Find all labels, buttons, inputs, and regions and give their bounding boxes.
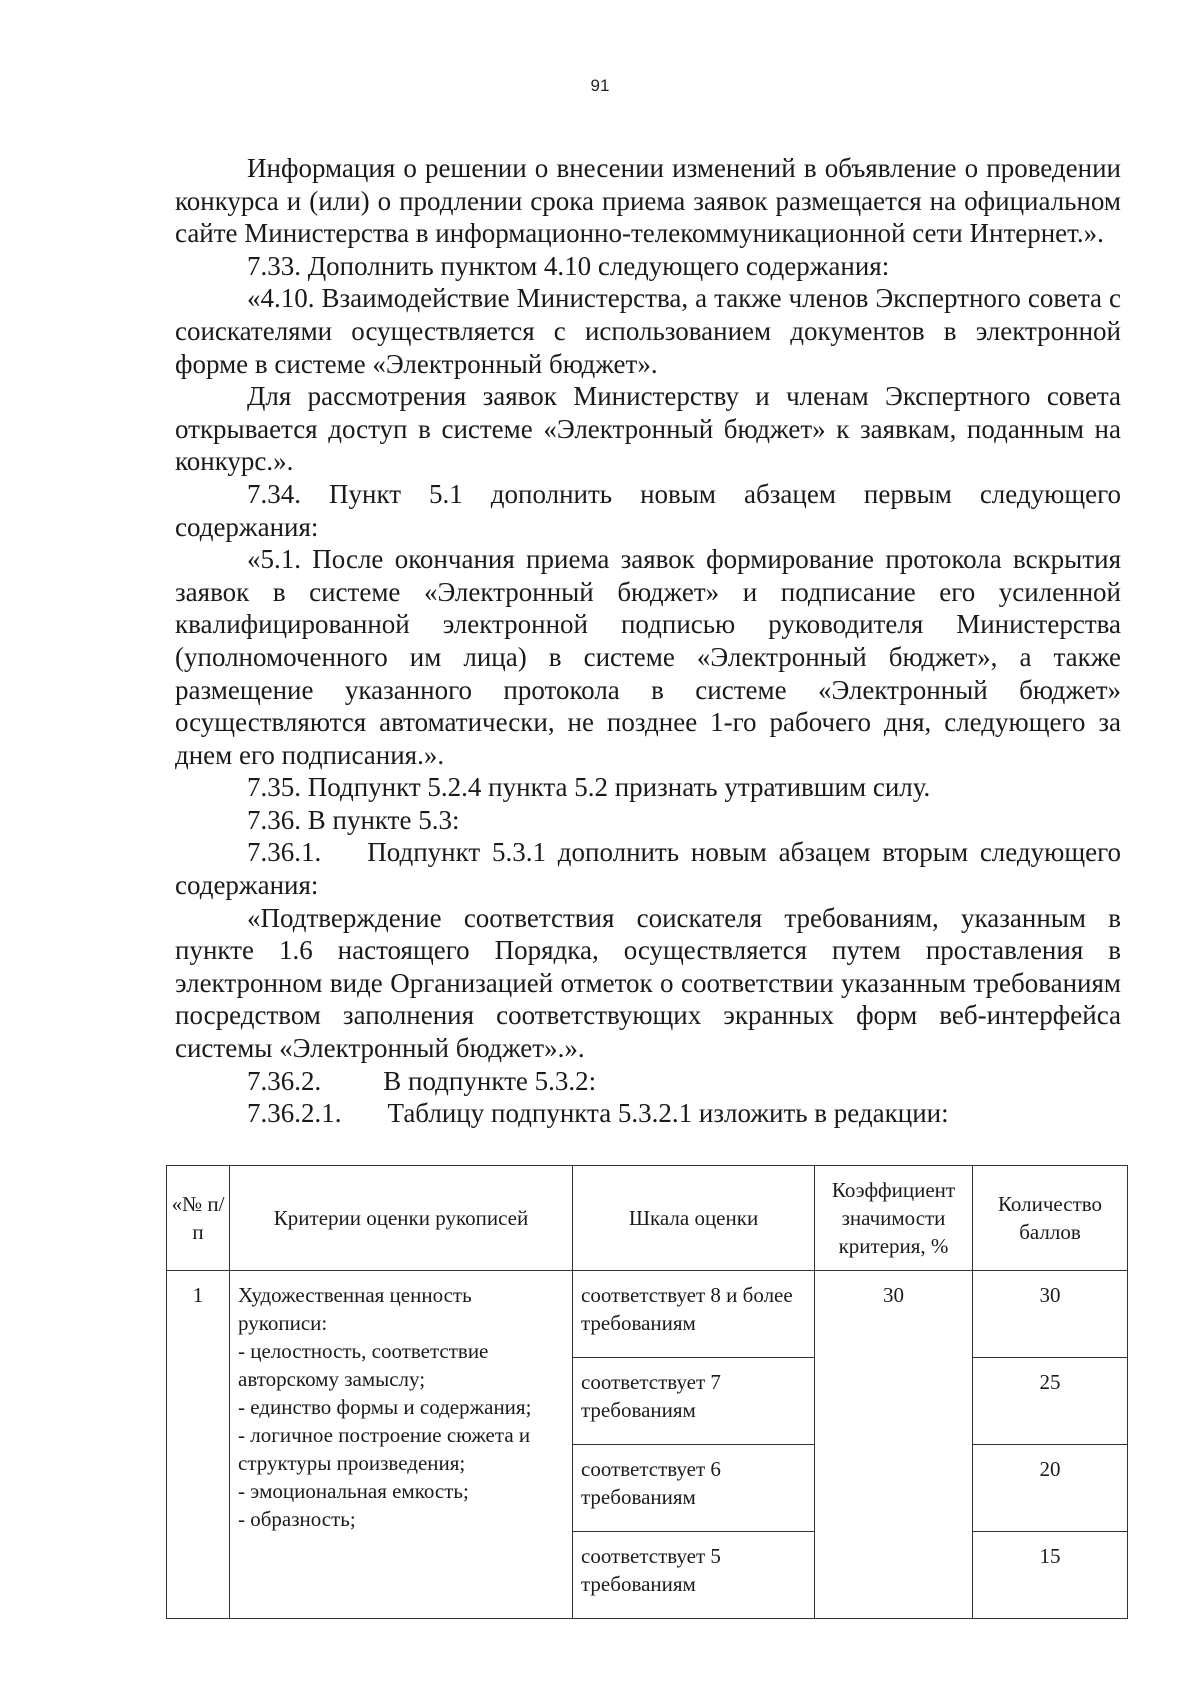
header-points: Количество баллов <box>973 1166 1128 1271</box>
paragraph: 7.34. Пункт 5.1 дополнить новым абзацем первым следующего содержания: <box>175 478 1121 542</box>
cell-points: 15 <box>973 1532 1128 1619</box>
criteria-line: - целостность, соответствие авторскому замыслу; <box>238 1339 489 1391</box>
criteria-table-wrapper <box>166 1165 1128 1619</box>
paragraph: «Подтверждение соответствия соискателя требованиям, указанным в пункте 1.6 настоящего Порядка, осуществляется путем проставления в электронном виде Организацией отметок о соответствии указанным требованиям посредством заполнения соответствующих экранных форм веб-интерфейса системы «Электронный бюджет».». <box>175 902 1121 1064</box>
item-text: Таблицу подпункта 5.3.2.1 изложить в редакции: <box>387 1098 949 1129</box>
cell-num: 1 <box>167 1271 230 1619</box>
item-7-36-2 <box>175 1065 1121 1098</box>
criteria-line: - единство формы и содержания; <box>238 1395 532 1419</box>
paragraph: 7.35. Подпункт 5.2.4 пункта 5.2 признать утратившим силу. <box>247 772 931 803</box>
cell-scale: соответствует 5 требованиям <box>573 1532 815 1619</box>
table-row <box>167 1271 1128 1358</box>
cell-criteria <box>230 1271 573 1619</box>
cell-points: 20 <box>973 1445 1128 1532</box>
paragraph: «4.10. Взаимодействие Министерства, а также членов Экспертного совета с соискателями осуществляется с использованием документов в электронной форме в системе «Электронный бюджет». <box>175 283 1121 379</box>
cell-points: 30 <box>973 1271 1128 1358</box>
item-7-36-1 <box>175 836 1121 901</box>
criteria-line: - эмоциональная емкость; <box>238 1479 469 1503</box>
cell-scale: соответствует 8 и более требованиям <box>573 1271 815 1358</box>
item-number: 7.36.2.1. <box>247 1098 342 1129</box>
paragraph: Информация о решении о внесении изменений в объявление о проведении конкурса и (или) о продлении срока приема заявок размещается на официальном сайте Министерства в информационно-телекоммуникационной сети Интернет.». <box>175 153 1121 249</box>
page-number: 91 <box>590 76 610 95</box>
paragraph: Для рассмотрения заявок Министерству и членам Экспертного совета открывается доступ в системе «Электронный бюджет» к заявкам, поданным на конкурс.». <box>175 381 1121 477</box>
item-text: В подпункте 5.3.2: <box>383 1065 597 1096</box>
cell-coef: 30 <box>815 1271 973 1619</box>
paragraph: 7.33. Дополнить пунктом 4.10 следующего содержания: <box>247 250 890 281</box>
paragraph: 7.36. В пункте 5.3: <box>247 804 460 835</box>
document-body <box>175 152 1121 1130</box>
item-number: 7.36.2. <box>247 1065 322 1096</box>
header-coef: Коэффициент значимости критерия, % <box>815 1166 973 1271</box>
criteria-line: Художественная ценность рукописи: <box>238 1283 472 1335</box>
item-7-36-2-1 <box>175 1097 1121 1130</box>
cell-scale: соответствует 6 требованиям <box>573 1445 815 1532</box>
criteria-table <box>166 1165 1128 1619</box>
paragraph: «5.1. После окончания приема заявок формирование протокола вскрытия заявок в системе «Электронный бюджет» и подписание его усиленной квалифицированной электронной подписью руководителя Министерства (уполномоченного им лица) в системе «Электронный бюджет», а также размещение указанного протокола в системе «Электронный бюджет» осуществляются автоматически, не позднее 1-го рабочего дня, следующего за днем его подписания.». <box>175 544 1121 770</box>
cell-points: 25 <box>973 1358 1128 1445</box>
criteria-line: - образность; <box>238 1507 356 1531</box>
item-number: 7.36.1. <box>247 837 322 868</box>
header-scale: Шкала оценки <box>573 1166 815 1271</box>
item-text: Подпункт 5.3.1 дополнить новым абзацем вторым следующего содержания: <box>175 837 1121 901</box>
cell-scale: соответствует 7 требованиям <box>573 1358 815 1445</box>
header-criteria: Критерии оценки рукописей <box>230 1166 573 1271</box>
criteria-line: - логичное построение сюжета и структуры произведения; <box>238 1423 531 1475</box>
table-header-row <box>167 1166 1128 1271</box>
header-num: «№ п/п <box>167 1166 230 1271</box>
